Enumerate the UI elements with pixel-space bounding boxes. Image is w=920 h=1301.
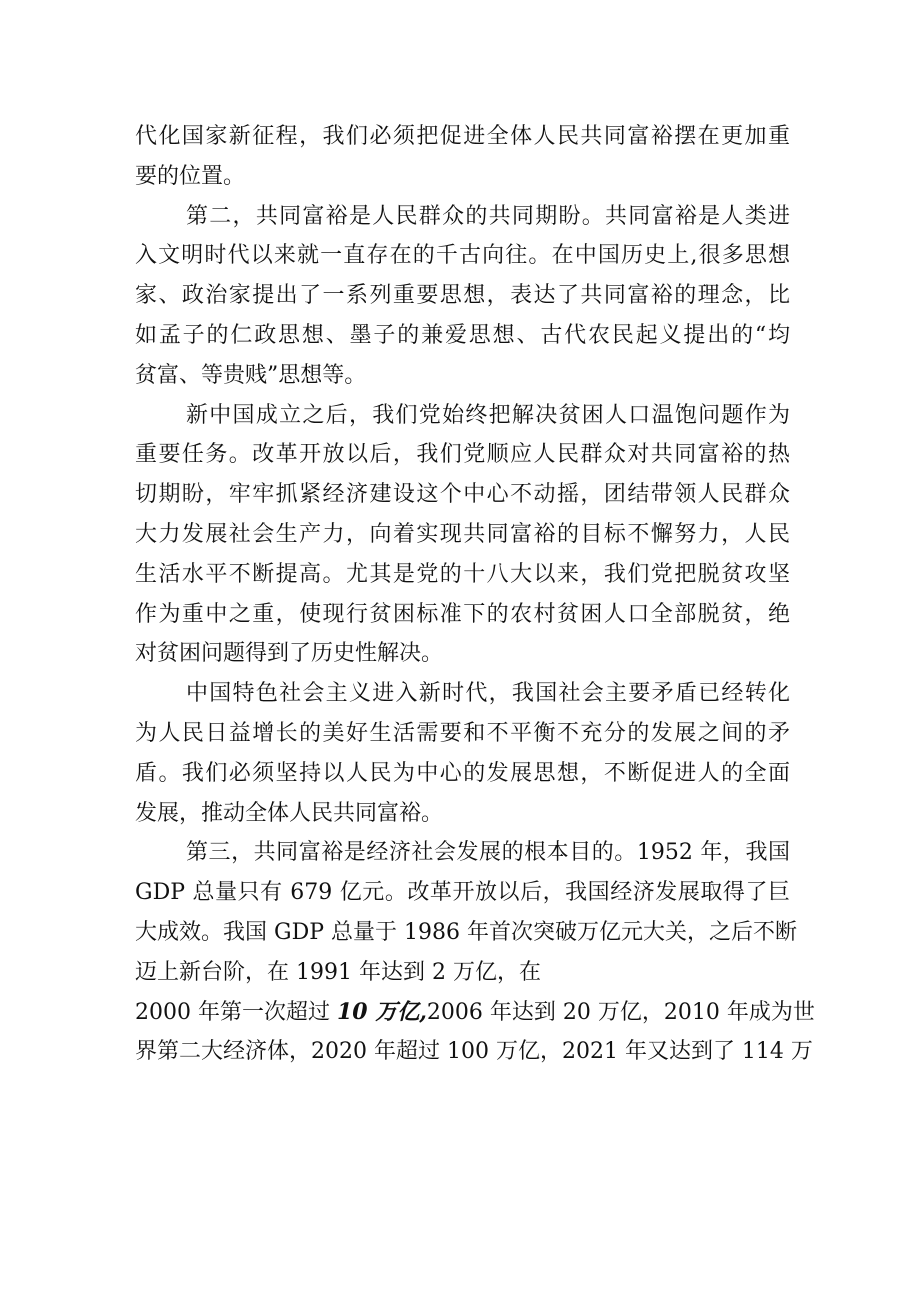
text-line: 盾。我们必须坚持以人民为中心的发展思想，不断促进人的全面 [135, 760, 790, 786]
document-body [135, 117, 815, 1072]
text-line: 入文明时代以来就一直存在的千古向往。在中国历史上,很多思想 [135, 243, 790, 269]
text-line: 迈上新台阶，在 1991 年达到 2 万亿，在 [135, 959, 541, 985]
text-line: 代化国家新征程，我们必须把促进全体人民共同富裕摆在更加重 [135, 124, 790, 149]
text-line: 重要任务。改革开放以后，我们党顺应人民群众对共同富裕的热 [135, 442, 790, 468]
text-line-mixed [135, 993, 815, 1033]
text-line: 大成效。我国 GDP 总量于 1986 年首次突破万亿元大关，之后不断 [135, 919, 797, 945]
text-line: 发展，推动全体人民共同富裕。 [135, 800, 444, 826]
paragraph-first-line: 新中国成立之后，我们党始终把解决贫困人口温饱问题作为 [186, 402, 790, 428]
text-line: 贫富、等贵贱”思想等。 [135, 362, 367, 388]
text-line: 家、政治家提出了一系列重要思想，表达了共同富裕的理念，比 [135, 283, 790, 309]
text-line: 作为重中之重，使现行贫困标准下的农村贫困人口全部脱贫，绝 [135, 601, 790, 627]
text-line: 大力发展社会生产力，向着实现共同富裕的目标不懈努力，人民 [135, 521, 790, 547]
text-line: 生活水平不断提高。尤其是党的十八大以来，我们党把脱贫攻坚 [135, 561, 790, 587]
paragraph-first-line: 第二，共同富裕是人民群众的共同期盼。共同富裕是人类进 [186, 203, 790, 229]
paragraph-first-line: 中国特色社会主义进入新时代，我国社会主要矛盾已经转化 [186, 681, 790, 707]
text-line: GDP 总量只有 679 亿元。改革开放以后，我国经济发展取得了巨 [135, 880, 790, 906]
text-line: 为人民日益增长的美好生活需要和不平衡不充分的发展之间的矛 [135, 720, 790, 746]
text-line: 界第二大经济体，2020 年超过 100 万亿，2021 年又达到了 114 万 [135, 1039, 813, 1065]
text-span: 2000 年第一次超过 [135, 999, 337, 1025]
text-line: 对贫困问题得到了历史性解决。 [135, 641, 444, 667]
text-span: 2006 年达到 20 万亿，2010 年成为世 [426, 999, 815, 1025]
emphasis-text: 10 万亿, [336, 998, 427, 1025]
paragraph-first-line: 第三，共同富裕是经济社会发展的根本目的。1952 年，我国 [186, 840, 790, 866]
text-line: 要的位置。 [135, 163, 246, 189]
text-line: 切期盼，牢牢抓紧经济建设这个中心不动摇，团结带领人民群众 [135, 482, 790, 508]
text-line: 如孟子的仁政思想、墨子的兼爱思想、古代农民起义提出的“均 [135, 322, 790, 348]
